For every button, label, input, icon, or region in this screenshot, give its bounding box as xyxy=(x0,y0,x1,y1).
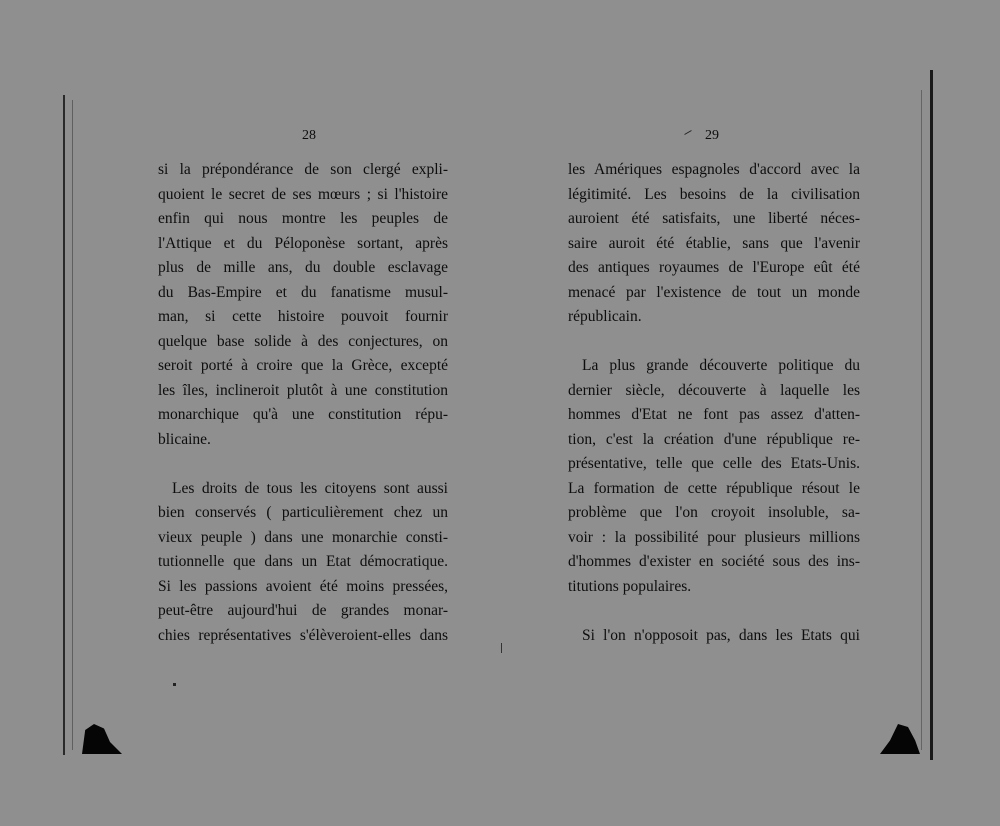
text-line: man, si cette histoire pouvoit fournir xyxy=(158,308,448,325)
right-corner-smudge xyxy=(880,724,920,754)
right-page-inner-edge xyxy=(921,90,922,750)
paragraph-gap xyxy=(158,452,448,477)
text-line: quelque base solide à des conjectures, on xyxy=(158,332,448,350)
left-corner-smudge xyxy=(82,724,122,754)
ink-speck xyxy=(173,683,176,686)
text-line: Si les passions avoient été moins pressées, xyxy=(158,577,448,595)
text-line: Les droits de tous les citoyens sont aussi xyxy=(172,479,448,497)
printer-tick-mark xyxy=(684,130,691,135)
text-line: les îles, inclineroit plutôt à une constitution xyxy=(158,381,448,399)
left-page-inner-edge xyxy=(72,100,73,750)
text-line: républicain. xyxy=(568,308,642,325)
text-line: vieux peuple ) dans une monarchie consti- xyxy=(158,528,448,546)
text-line: tutionnelle que dans un Etat démocratique. xyxy=(158,553,448,570)
text-line: voir : la possibilité pour plusieurs millions xyxy=(568,528,860,546)
text-line: chies représentatives s'élèveroient-elles dans xyxy=(158,626,448,644)
text-line: des antiques royaumes de l'Europe eût été xyxy=(568,259,860,276)
text-line: monarchique qu'à une constitution répu- xyxy=(158,406,448,423)
left-page-number: 28 xyxy=(302,128,316,143)
text-line: d'hommes d'exister en société sous des ins- xyxy=(568,553,860,570)
text-line: saire auroit été établie, sans que l'avenir xyxy=(568,234,860,252)
text-line: dernier siècle, découverte à laquelle les xyxy=(568,381,860,399)
text-line: du Bas-Empire et du fanatisme musul- xyxy=(158,283,448,301)
left-page-edge xyxy=(63,95,65,755)
right-page-number: 29 xyxy=(705,128,719,143)
right-page-text xyxy=(568,158,860,648)
text-line: La formation de cette république résout le xyxy=(568,479,860,497)
text-line: problème que l'on croyoit insoluble, sa- xyxy=(568,504,860,521)
text-line: l'Attique et du Péloponèse sortant, après xyxy=(158,234,448,252)
text-line: peut-être aujourd'hui de grandes monar- xyxy=(158,602,448,619)
paragraph-gap xyxy=(568,599,860,624)
text-line: bien conservés ( particulièrement chez un xyxy=(158,504,448,521)
text-line: blicaine. xyxy=(158,430,211,448)
left-page-text xyxy=(158,158,448,648)
text-line: seroit porté à croire que la Grèce, excepté xyxy=(158,357,448,374)
text-line: hommes d'Etat ne font pas assez d'atten- xyxy=(568,406,860,423)
right-page-edge xyxy=(930,70,933,760)
gutter-mark xyxy=(501,643,502,653)
text-line: titutions populaires. xyxy=(568,577,692,595)
text-line: La plus grande découverte politique du xyxy=(582,357,860,374)
text-line: légitimité. Les besoins de la civilisation xyxy=(568,185,860,203)
text-line: présentative, telle que celle des Etats-Unis. xyxy=(568,455,860,472)
paragraph-gap xyxy=(568,330,860,355)
text-line: auroient été satisfaits, une liberté néces- xyxy=(568,210,860,227)
text-line: les Amériques espagnoles d'accord avec la xyxy=(568,161,860,178)
text-line: enfin qui nous montre les peuples de xyxy=(158,210,448,227)
text-line: plus de mille ans, du double esclavage xyxy=(158,259,448,276)
text-line: Si l'on n'opposoit pas, dans les Etats qui xyxy=(582,626,860,644)
text-line: menacé par l'existence de tout un monde xyxy=(568,283,860,301)
text-line: si la prépondérance de son clergé expli- xyxy=(158,161,448,178)
text-line: tion, c'est la création d'une république re- xyxy=(568,430,860,448)
text-line: quoient le secret de ses mœurs ; si l'histoire xyxy=(158,185,448,203)
